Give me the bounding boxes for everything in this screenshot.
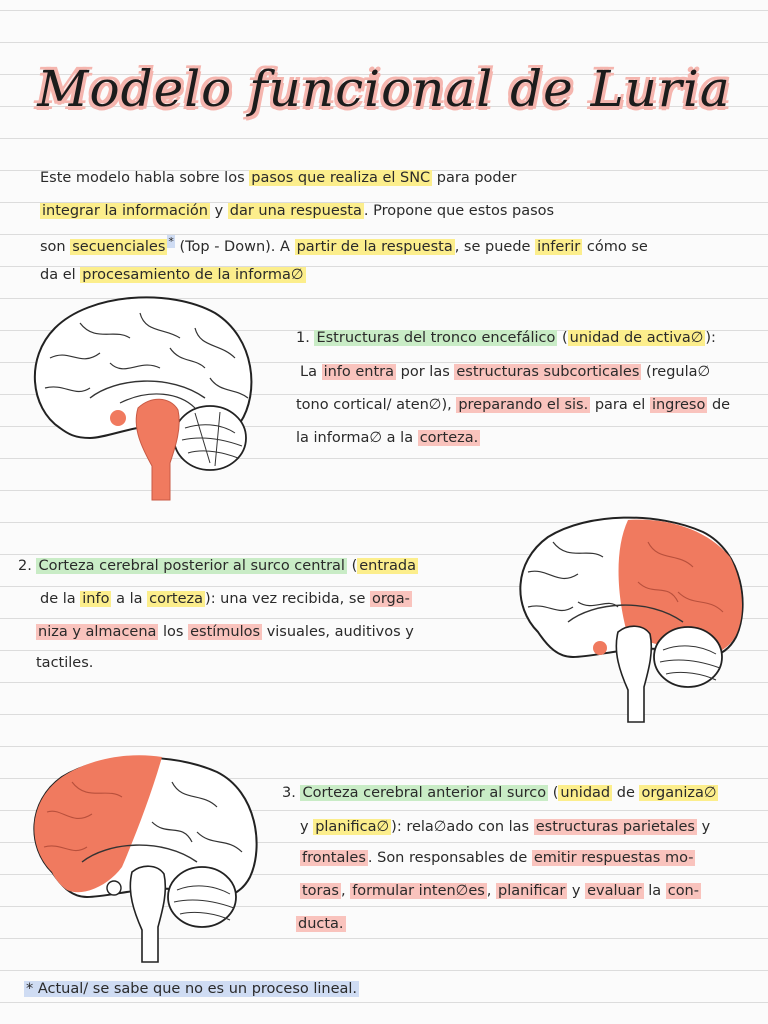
unit3-text: . Son responsables de — [367, 850, 528, 866]
unit2-text: visuales, auditivos y — [266, 624, 414, 640]
brain-brainstem-illustration — [20, 288, 265, 503]
highlight-corteza: corteza — [149, 591, 204, 607]
unit2-text: tactiles. — [36, 655, 94, 671]
unit3-line-4 — [300, 881, 701, 901]
highlight-integrar: integrar la información — [42, 203, 208, 219]
unit2-line-3 — [36, 622, 414, 642]
footnote — [24, 979, 359, 999]
unit1-line-1 — [296, 328, 716, 348]
unit3-text: y — [571, 883, 581, 899]
highlight-emitir-respuestas: emitir respuestas mo- — [533, 850, 694, 866]
intro-text: (Top - Down). A — [179, 238, 290, 255]
highlight-info-entra: info entra — [323, 364, 395, 380]
intro-text: cómo se — [586, 238, 648, 255]
unit3-line-1 — [282, 783, 718, 803]
footnote-text: * Actual/ se sabe que no es un proceso lineal. — [26, 981, 358, 997]
unit1-line-3 — [296, 395, 730, 415]
highlight-subcorticales: estructuras subcorticales — [456, 364, 640, 380]
highlight-preparando: preparando el sis. — [458, 397, 589, 413]
highlight-entrada: entrada — [359, 558, 416, 574]
unit1-text: tono cortical/ aten∅), — [296, 397, 452, 413]
highlight-evaluar: evaluar — [587, 883, 642, 899]
highlight-estimulos: estímulos — [190, 624, 261, 640]
brain-posterior-cortex-illustration — [508, 512, 748, 727]
intro-text: , se puede — [454, 238, 531, 255]
intro-text: son — [40, 238, 66, 255]
highlight-partir: partir de la respuesta — [296, 238, 453, 255]
highlight-planificacion: planifica∅ — [315, 819, 390, 835]
unit1-text: de — [711, 397, 731, 413]
unit2-line-1 — [18, 556, 418, 576]
unit3-line-2 — [300, 817, 710, 837]
highlight-ducta: ducta. — [298, 916, 344, 932]
highlight-planificar: planificar — [498, 883, 566, 899]
highlight-frontales: frontales — [302, 850, 366, 866]
step-number: 2. — [18, 558, 32, 574]
unit1-text: por las — [400, 364, 450, 380]
unit1-text: ): — [705, 330, 716, 346]
unit3-text: de — [616, 785, 635, 801]
unit3-text: la — [648, 883, 662, 899]
highlight-organizacion: organiza∅ — [641, 785, 717, 801]
unit1-text: La — [300, 364, 317, 380]
footnote-marker: * — [168, 235, 174, 248]
highlight-respuesta: dar una respuesta — [229, 203, 362, 219]
highlight-info: info — [82, 591, 110, 607]
unit2-line-2 — [40, 589, 412, 609]
unit1-line-2 — [300, 362, 710, 382]
unit1-text: para el — [594, 397, 646, 413]
highlight-formular: formular inten∅es — [352, 883, 485, 899]
step-number: 1. — [296, 330, 310, 346]
highlight-secuenciales: secuenciales — [72, 238, 166, 255]
unit1-line-4 — [296, 428, 480, 448]
intro-line-3 — [40, 232, 648, 257]
highlight-organiza: orga- — [371, 591, 410, 607]
highlight-pasos: pasos que realiza el SNC — [251, 170, 431, 186]
highlight-corteza: corteza. — [419, 430, 479, 446]
unit1-text: la informa∅ a la — [296, 430, 414, 446]
brain-anterior-cortex-illustration — [22, 752, 262, 967]
highlight-corteza-posterior: Corteza cerebral posterior al surco central — [38, 558, 345, 574]
unit3-text: y — [300, 819, 309, 835]
page-title: Modelo funcional de Luria — [37, 60, 731, 118]
highlight-conducta: con- — [667, 883, 699, 899]
highlight-parietales: estructuras parietales — [535, 819, 695, 835]
intro-line-4 — [40, 265, 306, 285]
step-number: 3. — [282, 785, 296, 801]
unit3-text: ): rela∅ado con las — [391, 819, 530, 835]
intro-line-2 — [40, 201, 554, 221]
unit2-text: ( — [351, 558, 358, 574]
intro-text: da el — [40, 267, 76, 283]
unit2-text: a la — [116, 591, 143, 607]
unit2-line-4 — [36, 653, 93, 673]
unit1-text: ( — [561, 330, 568, 346]
highlight-inferir: inferir — [537, 238, 581, 255]
intro-text: Este modelo habla sobre los — [40, 170, 245, 186]
unit2-text: los — [163, 624, 184, 640]
unit1-text: (regula∅ — [645, 364, 711, 380]
unit3-line-3 — [300, 848, 695, 868]
intro-text: para poder — [436, 170, 517, 186]
highlight-unidad: unidad — [560, 785, 611, 801]
unit2-text: de la — [40, 591, 76, 607]
highlight-ingreso: ingreso — [651, 397, 706, 413]
highlight-unidad-activacion: unidad de activa∅ — [569, 330, 704, 346]
unit3-text: , — [486, 883, 492, 899]
intro-text: . Propone que estos pasos — [363, 203, 555, 219]
highlight-tronco: Estructuras del tronco encefálico — [316, 330, 556, 346]
highlight-almacena: niza y almacena — [38, 624, 157, 640]
unit3-text: , — [340, 883, 346, 899]
highlight-corteza-anterior: Corteza cerebral anterior al surco — [302, 785, 547, 801]
unit3-line-5 — [296, 914, 346, 934]
intro-text: y — [214, 203, 224, 219]
intro-line-1 — [40, 168, 517, 188]
highlight-procesamiento: procesamiento de la informa∅ — [82, 267, 304, 283]
unit3-text: y — [701, 819, 711, 835]
unit3-text: ( — [552, 785, 559, 801]
unit2-text: ): una vez recibida, se — [205, 591, 366, 607]
highlight-toras: toras — [302, 883, 339, 899]
